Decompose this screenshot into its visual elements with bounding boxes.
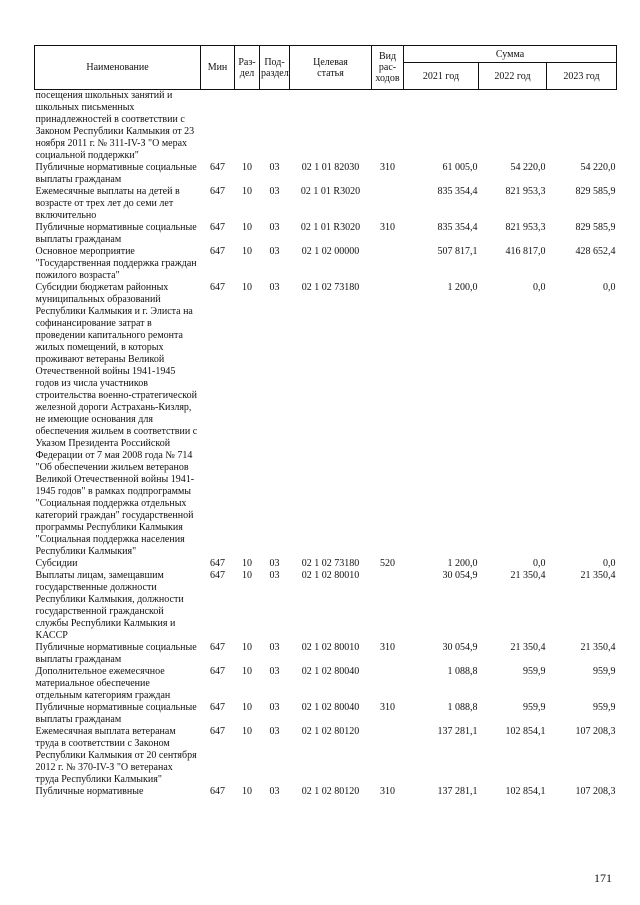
row-sum-2022: 54 220,0: [510, 162, 546, 173]
row-sum-2023: 0,0: [603, 282, 616, 293]
row-podrazdel: [260, 90, 290, 163]
header-year-2021: 2021 год: [404, 63, 479, 90]
row-sum-2023: 107 208,3: [575, 726, 616, 737]
table-row: [35, 222, 617, 246]
table-row: [35, 282, 617, 558]
row-sum-2021: 137 281,1: [437, 786, 478, 797]
row-razdel: 10: [242, 570, 252, 581]
header-podrazdel: Под- раздел: [260, 46, 290, 90]
row-sum-2022: 102 854,1: [505, 726, 546, 737]
row-razdel: 10: [242, 162, 252, 173]
row-min: 647: [210, 186, 225, 197]
row-name: Субсидии бюджетам районных муниципальных образований Республики Калмыкия и г. Элиста на софинансирование затрат в проведении капитального ремонта жилых помещений, в которых проживают ветераны Великой Отечественной войны 1941-1945 годов из числа участников строительства военно-стратегической железной дороги Астрахань-Кизляр, не имеющие основания для обеспечения жильем в соответствии с Указом Президента Российской Федерации от 7 мая 2008 года № 714 "Об обеспечении жильем ветеранов Великой Отечественной войны 1941-1945 годов" в рамках подпрограммы "Социальная поддержка отдельных категорий граждан" государственной программы Республики Калмыкия "Социальная поддержка населения Республики Калмыкия": [35, 282, 198, 557]
row-vid: [372, 726, 404, 786]
row-podrazdel: 03: [269, 246, 280, 257]
row-min: [201, 90, 235, 163]
row-celevaya: 02 1 02 80010: [301, 642, 360, 653]
row-vid: 310: [380, 162, 395, 173]
table-row: [35, 786, 617, 798]
row-sum-2023: [547, 90, 617, 163]
row-vid: [372, 570, 404, 642]
row-min: 647: [210, 282, 225, 293]
row-celevaya: 02 1 02 73180: [301, 282, 360, 293]
row-min: 647: [210, 570, 225, 581]
table-row: [35, 90, 617, 163]
row-podrazdel: 03: [269, 186, 280, 197]
table-row: [35, 186, 617, 222]
row-sum-2022: 21 350,4: [510, 570, 546, 581]
row-razdel: 10: [242, 186, 252, 197]
table-header: [35, 46, 617, 90]
row-min: 647: [210, 222, 225, 233]
row-name: Публичные нормативные социальные выплаты гражданам: [35, 162, 197, 185]
row-razdel: 10: [242, 222, 252, 233]
row-sum-2021: 1 200,0: [447, 282, 478, 293]
row-podrazdel: 03: [269, 282, 280, 293]
row-sum-2021: [404, 90, 479, 163]
table-row: [35, 666, 617, 702]
row-razdel: 10: [242, 786, 252, 797]
document-page: [34, 45, 616, 798]
row-sum-2023: 959,9: [593, 666, 616, 677]
row-podrazdel: 03: [269, 570, 280, 581]
row-razdel: 10: [242, 558, 252, 569]
row-vid: [372, 282, 404, 558]
header-min: Мин: [201, 46, 235, 90]
row-min: 647: [210, 162, 225, 173]
row-sum-2022: 821 953,3: [505, 222, 546, 233]
table-row: [35, 726, 617, 786]
row-vid: [372, 246, 404, 282]
row-name: Публичные нормативные: [35, 786, 144, 797]
row-celevaya: 02 1 02 80040: [301, 666, 360, 677]
row-vid: 310: [380, 702, 395, 713]
row-min: 647: [210, 702, 225, 713]
row-razdel: 10: [242, 726, 252, 737]
row-sum-2023: 21 350,4: [580, 642, 616, 653]
row-vid: 520: [380, 558, 395, 569]
row-podrazdel: 03: [269, 726, 280, 737]
row-sum-2022: 821 953,3: [505, 186, 546, 197]
row-podrazdel: 03: [269, 642, 280, 653]
page-number: 171: [594, 871, 612, 885]
row-sum-2023: 54 220,0: [580, 162, 616, 173]
row-name: посещения школьных занятий и школьных письменных принадлежностей в соответствии с Законом Республики Калмыкия от 23 ноября 2011 г. № 311-IV-З "О мерах социальной поддержки": [35, 90, 195, 161]
row-name: Ежемесячные выплаты на детей в возрасте от трех лет до семи лет включительно: [35, 186, 180, 221]
row-sum-2022: 21 350,4: [510, 642, 546, 653]
row-celevaya: 02 1 01 82030: [301, 162, 360, 173]
row-vid: 310: [380, 786, 395, 797]
header-summa: Сумма: [404, 46, 617, 63]
row-podrazdel: 03: [269, 222, 280, 233]
row-min: 647: [210, 666, 225, 677]
row-celevaya: 02 1 02 73180: [301, 558, 360, 569]
row-razdel: 10: [242, 666, 252, 677]
row-sum-2023: 428 652,4: [575, 246, 616, 257]
row-razdel: 10: [242, 282, 252, 293]
row-sum-2022: 959,9: [523, 666, 546, 677]
row-min: 647: [210, 786, 225, 797]
row-sum-2023: 829 585,9: [575, 222, 616, 233]
row-celevaya: 02 1 01 R3020: [300, 222, 361, 233]
table-row: [35, 642, 617, 666]
row-sum-2023: 21 350,4: [580, 570, 616, 581]
row-sum-2021: 835 354,4: [437, 186, 478, 197]
row-sum-2021: 1 200,0: [447, 558, 478, 569]
budget-table: [34, 45, 617, 798]
row-name: Субсидии: [35, 558, 78, 569]
table-row: [35, 558, 617, 570]
row-celevaya: 02 1 02 80040: [301, 702, 360, 713]
row-celevaya: 02 1 01 R3020: [300, 186, 361, 197]
row-razdel: 10: [242, 246, 252, 257]
row-name: Ежемесячная выплата ветеранам труда в соответствии с Законом Республики Калмыкия от 20 сентября 2012 г. № 370-IV-З "О ветеранах труда Республики Калмыкия": [35, 726, 197, 785]
row-vid: [372, 666, 404, 702]
row-podrazdel: 03: [269, 666, 280, 677]
row-min: 647: [210, 726, 225, 737]
row-sum-2021: 507 817,1: [437, 246, 478, 257]
row-razdel: 10: [242, 642, 252, 653]
row-name: Выплаты лицам, замещавшим государственные должности Республики Калмыкия, должности государственной гражданской службы Республики Калмыкия и КАССР: [35, 570, 184, 641]
row-sum-2022: 959,9: [523, 702, 546, 713]
header-year-2022: 2022 год: [479, 63, 547, 90]
row-sum-2022: 102 854,1: [505, 786, 546, 797]
row-name: Публичные нормативные социальные выплаты гражданам: [35, 642, 197, 665]
row-sum-2023: 829 585,9: [575, 186, 616, 197]
row-sum-2021: 30 054,9: [442, 642, 478, 653]
row-celevaya: 02 1 02 80010: [301, 570, 360, 581]
row-razdel: [235, 90, 260, 163]
row-sum-2021: 1 088,8: [447, 666, 478, 677]
row-podrazdel: 03: [269, 558, 280, 569]
row-sum-2022: [479, 90, 547, 163]
row-sum-2023: 107 208,3: [575, 786, 616, 797]
header-celevaya: Целевая статья: [290, 46, 372, 90]
row-min: 647: [210, 642, 225, 653]
table-row: [35, 162, 617, 186]
row-sum-2022: 416 817,0: [505, 246, 546, 257]
row-sum-2021: 1 088,8: [447, 702, 478, 713]
table-row: [35, 570, 617, 642]
row-name: Дополнительное ежемесячное материальное обеспечение отдельным категориям граждан: [35, 666, 171, 701]
table-row: [35, 246, 617, 282]
row-podrazdel: 03: [269, 162, 280, 173]
row-vid: [372, 186, 404, 222]
row-name: Публичные нормативные социальные выплаты гражданам: [35, 702, 197, 725]
row-razdel: 10: [242, 702, 252, 713]
header-vid: Вид рас- ходов: [372, 46, 404, 90]
row-sum-2021: 835 354,4: [437, 222, 478, 233]
row-podrazdel: 03: [269, 786, 280, 797]
row-sum-2021: 61 005,0: [442, 162, 478, 173]
row-name: Основное мероприятие "Государственная поддержка граждан пожилого возраста": [35, 246, 197, 281]
row-sum-2021: 30 054,9: [442, 570, 478, 581]
header-name: Наименование: [35, 46, 201, 90]
row-name: Публичные нормативные социальные выплаты гражданам: [35, 222, 197, 245]
header-razdel: Раз- дел: [235, 46, 260, 90]
row-min: 647: [210, 246, 225, 257]
table-body: [35, 90, 617, 799]
row-sum-2023: 959,9: [593, 702, 616, 713]
header-year-2023: 2023 год: [547, 63, 617, 90]
row-podrazdel: 03: [269, 702, 280, 713]
row-sum-2021: 137 281,1: [437, 726, 478, 737]
row-vid: [372, 90, 404, 163]
row-celevaya: 02 1 02 80120: [301, 726, 360, 737]
row-vid: 310: [380, 642, 395, 653]
row-sum-2023: 0,0: [603, 558, 616, 569]
row-celevaya: [290, 90, 372, 163]
row-celevaya: 02 1 02 00000: [301, 246, 360, 257]
row-celevaya: 02 1 02 80120: [301, 786, 360, 797]
table-row: [35, 702, 617, 726]
row-sum-2022: 0,0: [533, 282, 546, 293]
row-min: 647: [210, 558, 225, 569]
row-sum-2022: 0,0: [533, 558, 546, 569]
row-vid: 310: [380, 222, 395, 233]
